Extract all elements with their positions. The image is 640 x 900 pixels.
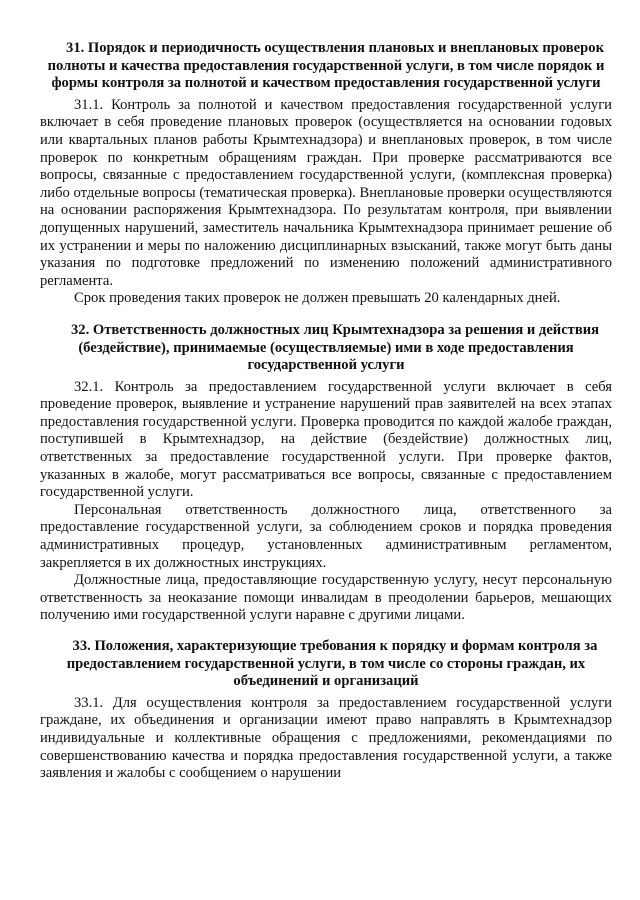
section-33-paragraph-1: 33.1. Для осуществления контроля за предоставлением государственной услуги граждане, их объединения и организации имеют право направлять в Крымтехнадзор индивидуальные и коллективные обращения с предложениями, рекомендациями по совершенствованию качества и порядка предоставления государственной услуги, а также заявления и жалобы с сообщением о нарушении bbox=[40, 694, 612, 782]
section-31 bbox=[40, 40, 612, 308]
section-31-paragraph-1: 31.1. Контроль за полнотой и качеством предоставления государственной услуги включает в себя проведение плановых проверок (осуществляется на основании годовых или квартальных планов работы Крымтехнадзора) и внеплановых проверок, в том числе проверок по конкретным обращениям граждан. При проверке рассматриваются все вопросы, связанные с предоставлением государственной услуги, (комплексная проверка) либо отдельные вопросы (тематическая проверка). Внеплановые проверки осуществляются на основании распоряжения Крымтехнадзора. По результатам контроля, при выявлении допущенных нарушений, заместитель начальника Крымтехнадзора принимает решение об их устранении и меры по наложению дисциплинарных взысканий, также могут быть даны указания по подготовке предложений по изменению положений административного регламента. bbox=[40, 96, 612, 289]
section-32-heading: 32. Ответственность должностных лиц Крымтехнадзора за решения и действия (бездействие), принимаемые (осуществляемые) ими в ходе предоставления государственной услуги bbox=[70, 321, 600, 374]
section-32-paragraph-2: Персональная ответственность должностного лица, ответственного за предоставление государственной услуги, за соблюдением сроков и порядка проведения административных процедур, установленных административным регламентом, закрепляется в их должностных инструкциях. bbox=[40, 501, 612, 571]
section-33-heading: 33. Положения, характеризующие требования к порядку и формам контроля за предоставлением государственной услуги, в том числе со стороны граждан, их объединений и организаций bbox=[66, 638, 598, 690]
section-32-paragraph-3: Должностные лица, предоставляющие государственную услугу, несут персональную ответственность за неоказание помощи инвалидам в преодолении барьеров, мешающих получению ими государственной услуги наравне с другими лицами. bbox=[40, 572, 612, 624]
section-32-paragraph-1: 32.1. Контроль за предоставлением государственной услуги включает в себя проведение проверок, выявление и устранение нарушений прав заявителей на всех этапах предоставления государственной услуги. Проверка проводится по каждой жалобе граждан, поступившей в Крымтехнадзор, на действие (бездействие) должностных лиц, ответственных за предоставление государственной услуги. При проверке фактов, указанных в жалобе, могут рассматриваться все вопросы, связанные с предоставлением государственной услуги. bbox=[40, 378, 612, 501]
section-gap bbox=[40, 625, 612, 638]
section-31-heading: 31. Порядок и периодичность осуществления плановых и внеплановых проверок полноты и качества предоставления государственной услуги, в том числе порядок и формы контроля за полнотой и качеством предоставления государственной услуги bbox=[47, 40, 605, 92]
section-33 bbox=[40, 638, 612, 783]
document-page bbox=[40, 40, 612, 890]
section-32 bbox=[40, 322, 612, 625]
section-31-paragraph-2: Срок проведения таких проверок не должен превышать 20 календарных дней. bbox=[74, 290, 561, 307]
section-gap bbox=[40, 308, 612, 322]
